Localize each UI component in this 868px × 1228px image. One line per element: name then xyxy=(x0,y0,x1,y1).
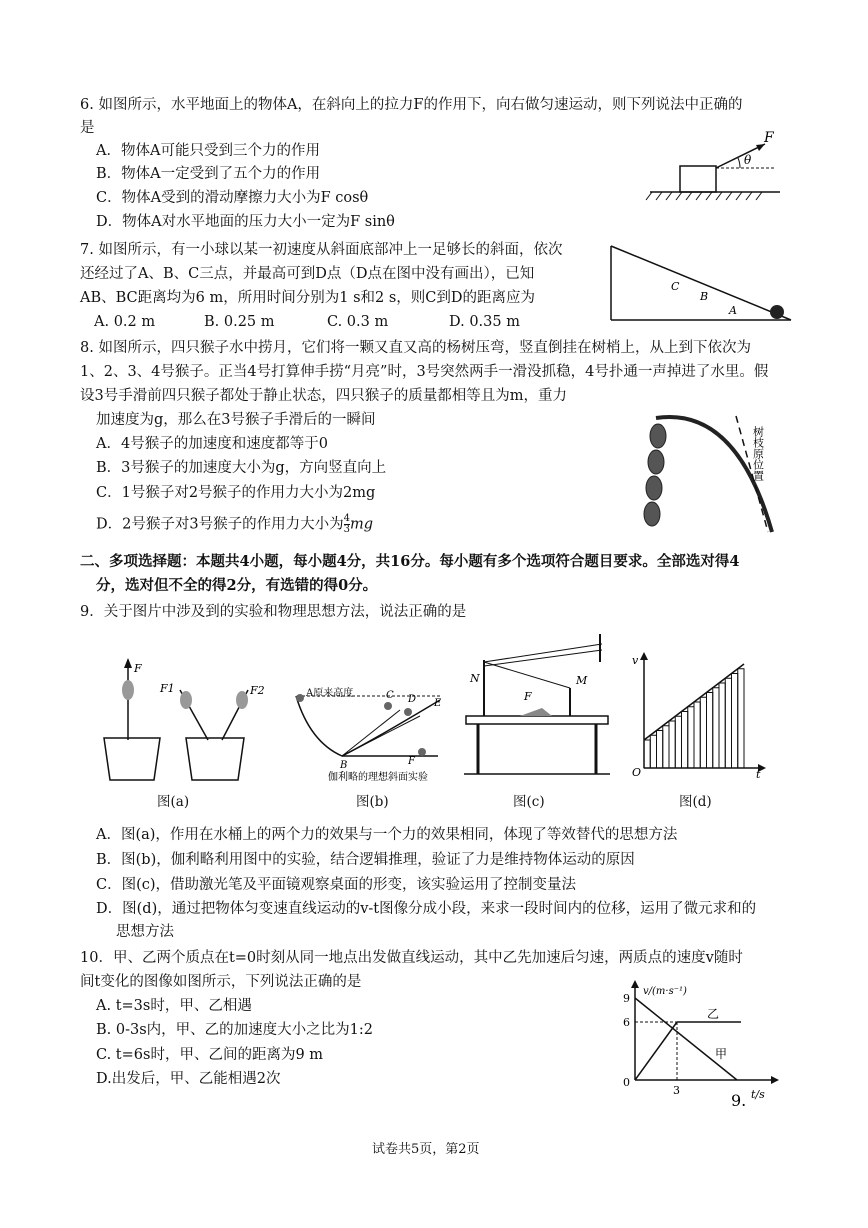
section2-line2: 分，选对但不全的得2分，有选错的得0分。 xyxy=(96,577,378,594)
vt-strip xyxy=(738,669,744,768)
q9-option-b: B．图(b)，伽利略利用图中的实验，结合逻辑推理，验证了力是维持物体运动的原因 xyxy=(96,852,635,868)
q9-figure-d xyxy=(628,650,768,780)
section2-line1: 二、多项选择题：本题共4小题，每小题4分，共16分。每小题有多个选项符合题目要求。全部选对得4 xyxy=(80,553,740,570)
q8-frac-den: 3 xyxy=(343,524,350,535)
q10-stem-line1: 10．甲、乙两个质点在t=0时刻从同一地点出发做直线运动，其中乙先加速后匀速，两质点的速度v随时 xyxy=(80,950,743,966)
q7-label-c: C xyxy=(671,280,680,293)
q8-option-c: C．1号猴子对2号猴子的作用力大小为2mg xyxy=(96,485,376,501)
q9b-label-c: C xyxy=(386,690,394,701)
q9b-label-b: B xyxy=(340,760,348,771)
q8-option-d-text: D．2号猴子对3号猴子的作用力大小为 xyxy=(96,516,344,533)
q9b-label-e: E xyxy=(434,698,442,709)
vt-strip xyxy=(707,693,713,769)
q10-graph-x3: 3 xyxy=(673,1084,680,1097)
q10-graph-handwritten: 9. xyxy=(731,1091,747,1110)
vt-strip xyxy=(688,707,694,768)
vt-strip xyxy=(644,740,650,768)
q8-stem-line3: 设3号手滑前四只猴子都处于静止状态，四只猴子的质量都相等且为m，重力 xyxy=(80,388,567,404)
q9-caption-a: 图(a) xyxy=(157,794,190,810)
q9d-label-t: t xyxy=(756,768,761,780)
q8-option-b: B．3号猴子的加速度大小为g，方向竖直向上 xyxy=(96,460,387,476)
q9c-label-m: M xyxy=(576,674,588,687)
q8-branch-label: 树枝原位置 xyxy=(751,426,765,481)
q9-caption-c: 图(c) xyxy=(513,794,545,810)
q9c-label-n: N xyxy=(470,672,480,685)
q10-stem-line2: 间t变化的图像如图所示，下列说法正确的是 xyxy=(80,974,362,990)
q10-graph-origin: 0 xyxy=(623,1076,630,1089)
q10-graph-xlabel: t/s xyxy=(751,1088,765,1101)
page-footer: 试卷共5页，第2页 xyxy=(372,1142,480,1157)
q9-option-d: D．图(d)，通过把物体匀变速直线运动的v-t图像分成小段，来求一段时间内的位移，运用了微元求和的 xyxy=(96,901,757,917)
q8-option-a: A．4号猴子的加速度和速度都等于0 xyxy=(96,436,328,452)
q10-option-c: C. t=6s时，甲、乙间的距离为9 m xyxy=(96,1047,324,1063)
q7-option-b: B. 0.25 m xyxy=(204,314,275,330)
q9-caption-b: 图(b) xyxy=(356,794,389,810)
q10-option-a: A. t=3s时，甲、乙相遇 xyxy=(96,998,252,1014)
q10-graph-jia: 甲 xyxy=(715,1047,728,1061)
q6-stem-line1: 6. 如图所示，水平地面上的物体A，在斜向上的拉力F的作用下，向右做匀速运动，则下列说法中正确的 xyxy=(80,97,743,113)
vt-strip xyxy=(657,731,663,769)
q7-option-a: A. 0.2 m xyxy=(94,314,156,330)
q9-option-a: A．图(a)，作用在水桶上的两个力的效果与一个力的效果相同，体现了等效替代的思想方法 xyxy=(96,827,678,843)
q8-frac-num: 4 xyxy=(343,513,350,524)
q9b-label-d: D xyxy=(408,694,417,705)
q9d-label-v: v xyxy=(632,654,639,667)
q9b-label-a: A原来高度 xyxy=(306,688,354,699)
q6-force-label: F xyxy=(764,130,774,146)
q7-label-a: A xyxy=(729,304,737,317)
q10-option-b: B. 0-3s内，甲、乙的加速度大小之比为1:2 xyxy=(96,1022,373,1038)
q7-stem-line1: 7. 如图所示，有一小球以某一初速度从斜面底部冲上一足够长的斜面，依次 xyxy=(80,242,563,258)
vt-strip xyxy=(663,726,669,768)
q9-figure-a xyxy=(98,650,283,785)
vt-strip xyxy=(669,721,675,768)
vt-strip xyxy=(732,674,738,769)
q8-stem-line1: 8. 如图所示，四只猴子水中捞月，它们将一颗又直又高的杨树压弯，竖直倒挂在树梢上，从上到下依次为 xyxy=(80,340,751,356)
q9a-label-f2: F2 xyxy=(250,684,265,697)
vt-strip xyxy=(682,712,688,769)
q9c-label-f: F xyxy=(524,690,532,703)
q9a-label-f: F xyxy=(134,662,142,675)
q9-option-d-cont: 思想方法 xyxy=(116,924,174,940)
q8-stem-line4: 加速度为g，那么在3号猴子手滑后的一瞬间 xyxy=(96,412,376,428)
vt-strip xyxy=(650,735,656,768)
q6-option-c: C．物体A受到的滑动摩擦力大小为F cosθ xyxy=(96,190,369,206)
q6-angle-label: θ xyxy=(744,153,752,167)
q6-option-d: D．物体A对水平地面的压力大小一定为F sinθ xyxy=(96,214,395,230)
q9-caption-d: 图(d) xyxy=(679,794,712,810)
vt-strip xyxy=(725,678,731,768)
vt-strip xyxy=(700,697,706,768)
q10-graph-y9: 9 xyxy=(623,992,630,1005)
q9-option-c: C．图(c)，借助激光笔及平面镜观察桌面的形变，该实验运用了控制变量法 xyxy=(96,877,577,893)
q6-figure xyxy=(640,128,790,208)
q8-stem-line2: 1、2、3、4号猴子。正当4号打算伸手捞“月亮”时，3号突然两手一滑没抓稳，4号扑通一声掉进了水里。假 xyxy=(80,364,769,380)
q9-stem: 9．关于图片中涉及到的实验和物理思想方法，说法正确的是 xyxy=(80,604,467,620)
q6-stem-line2: 是 xyxy=(80,120,95,136)
q7-stem-line3: AB、BC距离均为6 m，所用时间分别为1 s和2 s，则C到D的距离应为 xyxy=(80,290,535,306)
q10-graph-yi: 乙 xyxy=(707,1007,720,1021)
vt-strip xyxy=(675,716,681,768)
q8-frac-tail: mg xyxy=(349,516,373,533)
q7-option-d: D. 0.35 m xyxy=(449,314,520,330)
q7-option-c: C. 0.3 m xyxy=(327,314,389,330)
q9b-note: 伽利略的理想斜面实验 xyxy=(328,772,428,782)
q6-option-a: A．物体A可能只受到三个力的作用 xyxy=(96,143,320,159)
vt-strip xyxy=(713,688,719,768)
q8-figure xyxy=(636,410,786,538)
q6-option-b: B．物体A一定受到了五个力的作用 xyxy=(96,166,321,182)
q7-label-b: B xyxy=(700,290,709,303)
q10-graph-ylabel: v/(m·s⁻¹) xyxy=(643,986,687,997)
q7-figure xyxy=(605,240,795,325)
q9b-label-f: F xyxy=(408,756,415,767)
q9-figure-b xyxy=(290,682,455,782)
q10-vt-graph xyxy=(615,978,790,1113)
q10-graph-y6: 6 xyxy=(623,1016,630,1029)
q9-figure-c xyxy=(462,632,612,782)
vt-strip xyxy=(719,683,725,768)
vt-strip xyxy=(694,702,700,768)
q7-stem-line2: 还经过了A、B、C三点，并最高可到D点（D点在图中没有画出），已知 xyxy=(80,266,535,282)
q9a-label-f1: F1 xyxy=(160,682,175,695)
q9d-label-o: O xyxy=(632,766,642,779)
q10-option-d: D.出发后，甲、乙能相遇2次 xyxy=(96,1071,281,1087)
q8-option-d xyxy=(96,514,373,535)
